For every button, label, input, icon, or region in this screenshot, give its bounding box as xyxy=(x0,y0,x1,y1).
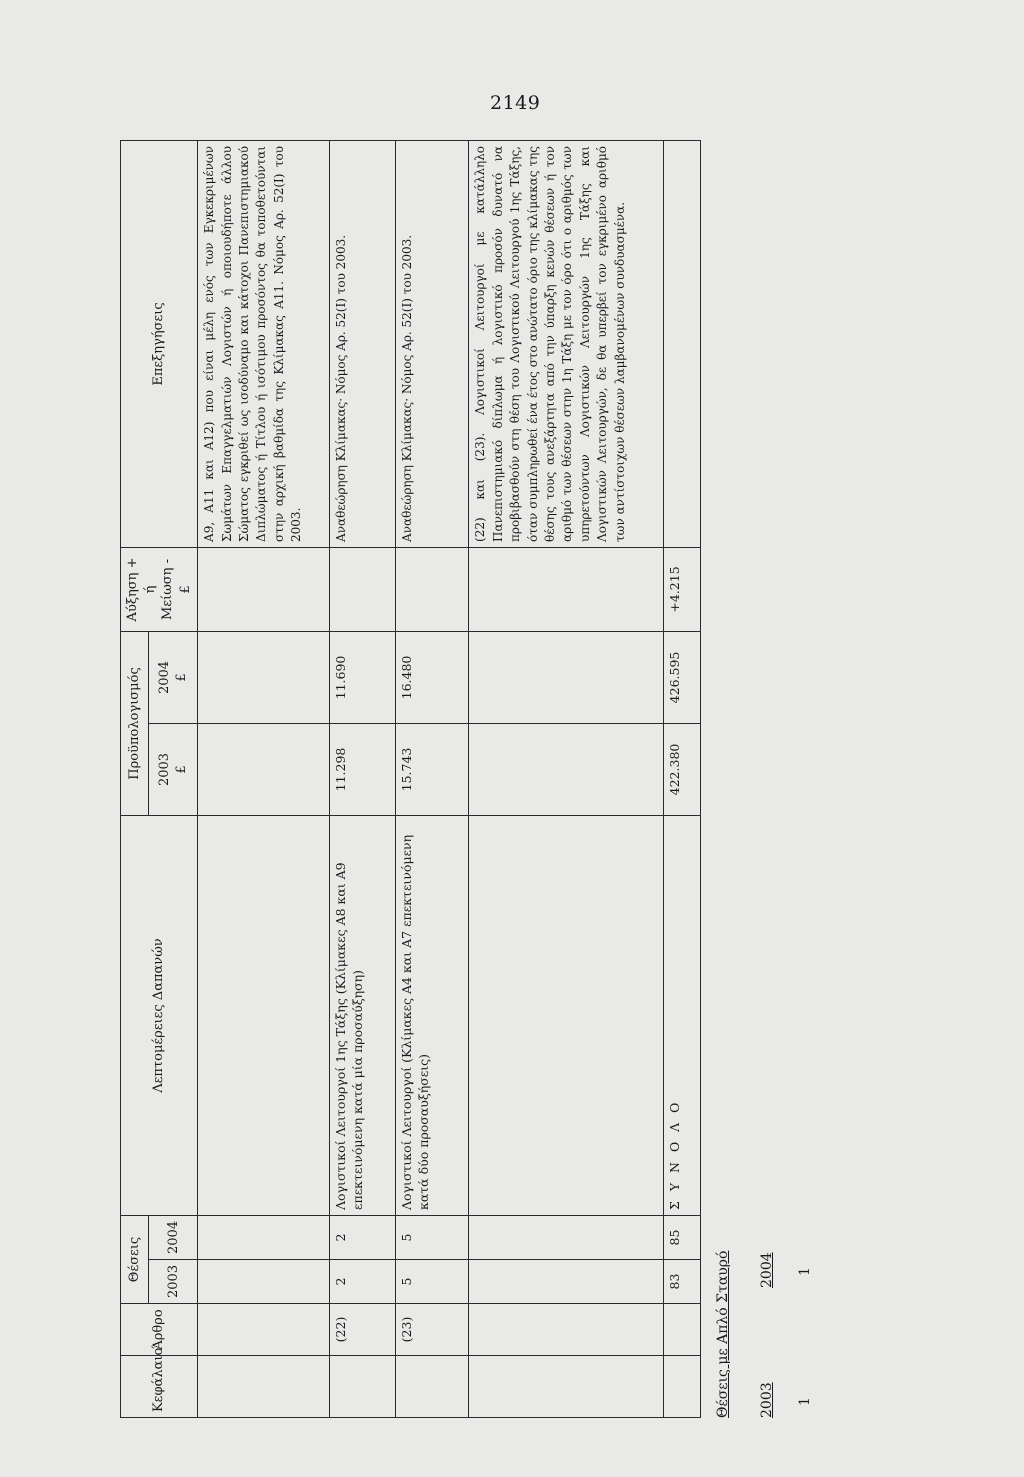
table-row xyxy=(330,141,395,1418)
explanation-cell: Αναθεώρηση Κλίμακας· Νόμος Αρ. 52(Ι) του 2003. xyxy=(330,141,395,548)
total-row xyxy=(663,141,700,1418)
header-chapter: Κεφάλαιο xyxy=(121,1356,198,1418)
page-number: 2149 xyxy=(490,92,541,114)
fixed-positions-note xyxy=(715,998,835,1418)
total-budget-2004: 426.595 xyxy=(663,631,700,723)
budget-2004-cell: 11.690 xyxy=(330,631,395,723)
header-budget: Προϋπολογισμός xyxy=(121,631,149,815)
table-row xyxy=(469,141,663,1418)
budget-table xyxy=(120,140,701,1418)
details-cell: Λογιστικοί Λειτουργοί 1ης Τάξης (Κλίμακες Α8 και Α9 επεκτεινόμενη κατά μία προσαύξηση) xyxy=(330,815,395,1215)
total-positions-2003: 83 xyxy=(663,1260,700,1304)
budget-2004-cell: 16.480 xyxy=(395,631,469,723)
rotated-document xyxy=(120,140,813,1418)
article-cell: (22) xyxy=(330,1304,395,1356)
header-details: Λεπτομέρειες Δαπανών xyxy=(121,815,198,1215)
header-positions-2004: 2004 xyxy=(149,1215,198,1259)
header-budget-2004: 2004 £ xyxy=(149,631,198,723)
positions-2003-cell: 2 xyxy=(330,1260,395,1304)
header-positions: Θέσεις xyxy=(121,1215,149,1303)
positions-2004-cell: 5 xyxy=(395,1215,469,1259)
total-label: Σ Υ Ν Ο Λ Ο xyxy=(663,815,700,1215)
header-positions-2003: 2003 xyxy=(149,1260,198,1304)
fixed-positions-value-2004: 1 xyxy=(797,1267,813,1276)
budget-2003-cell: 15.743 xyxy=(395,723,469,815)
header-change: Αύξηση + ή Μείωση - £ xyxy=(121,547,198,631)
fixed-positions-title: Θέσεις με Απλό Σταυρό xyxy=(715,1250,731,1418)
article-cell: (23) xyxy=(395,1304,469,1356)
positions-2003-cell: 5 xyxy=(395,1260,469,1304)
intro-explanation: Α9, Α11 και Α12) που είναι μέλη ενός των Εγκεκριμένων Σωμάτων Επαγγελματιών Λογιστών ή οποιουδήποτε άλλου Σώματος εγκριθεί ως ισοδύναμο και κάτοχοι Πανεπιστημιακού Διπλώματος ή Τίτλου ή ισότιμου προσόντος θα τοποθετούνται στην αρχική βαθμίδα της Κλίμακας Α11. Νόμος Αρ. 52(Ι) του 2003. xyxy=(198,141,330,548)
header-article: Άρθρο xyxy=(121,1304,198,1356)
fixed-positions-year-2004: 2004 xyxy=(759,1252,775,1288)
header-budget-2003: 2003 £ xyxy=(149,723,198,815)
change-cell xyxy=(395,547,469,631)
details-cell: Λογιστικοί Λειτουργοί (Κλίμακες Α4 και Α7 επεκτεινόμενη κατά δύο προσαυξήσεις) xyxy=(395,815,469,1215)
explanation-cell: Αναθεώρηση Κλίμακας· Νόμος Αρ. 52(Ι) του 2003. xyxy=(395,141,469,548)
fixed-positions-value-2003: 1 xyxy=(797,1397,813,1406)
tail-explanation: (22) και (23). Λογιστικοί Λειτουργοί με κατάλληλο Πανεπιστημιακό δίπλωμα ή λογιστικό προσόν δυνατό να προβιβασθούν στη θέση του Λογιστικού Λειτουργού 1ης Τάξης, όταν συμπληρωθεί ένα έτος στο ανώτατο όριο της κλίμακας της θέσης τους ανεξάρτητα από την ύπαρξη κενών θέσεων ή τον αριθμό των θέσεων στην 1η Τάξη με τον όρο ότι ο αριθμός των υπηρετούντων Λογιστικών Λειτουργών 1ης Τάξης και Λογιστικών Λειτουργών, δε θα υπερβεί τον εγκριμένο αριθμό των αντίστοιχων θέσεων λαμβανομένων συνδυασμένα. xyxy=(469,141,663,548)
table-row xyxy=(395,141,469,1418)
fixed-positions-year-2003: 2003 xyxy=(759,1382,775,1418)
budget-2003-cell: 11.298 xyxy=(330,723,395,815)
change-cell xyxy=(330,547,395,631)
header-explanations: Επεξηγήσεις xyxy=(121,141,198,548)
total-positions-2004: 85 xyxy=(663,1215,700,1259)
total-budget-2003: 422.380 xyxy=(663,723,700,815)
total-change: +4.215 xyxy=(663,547,700,631)
positions-2004-cell: 2 xyxy=(330,1215,395,1259)
table-row xyxy=(198,141,330,1418)
